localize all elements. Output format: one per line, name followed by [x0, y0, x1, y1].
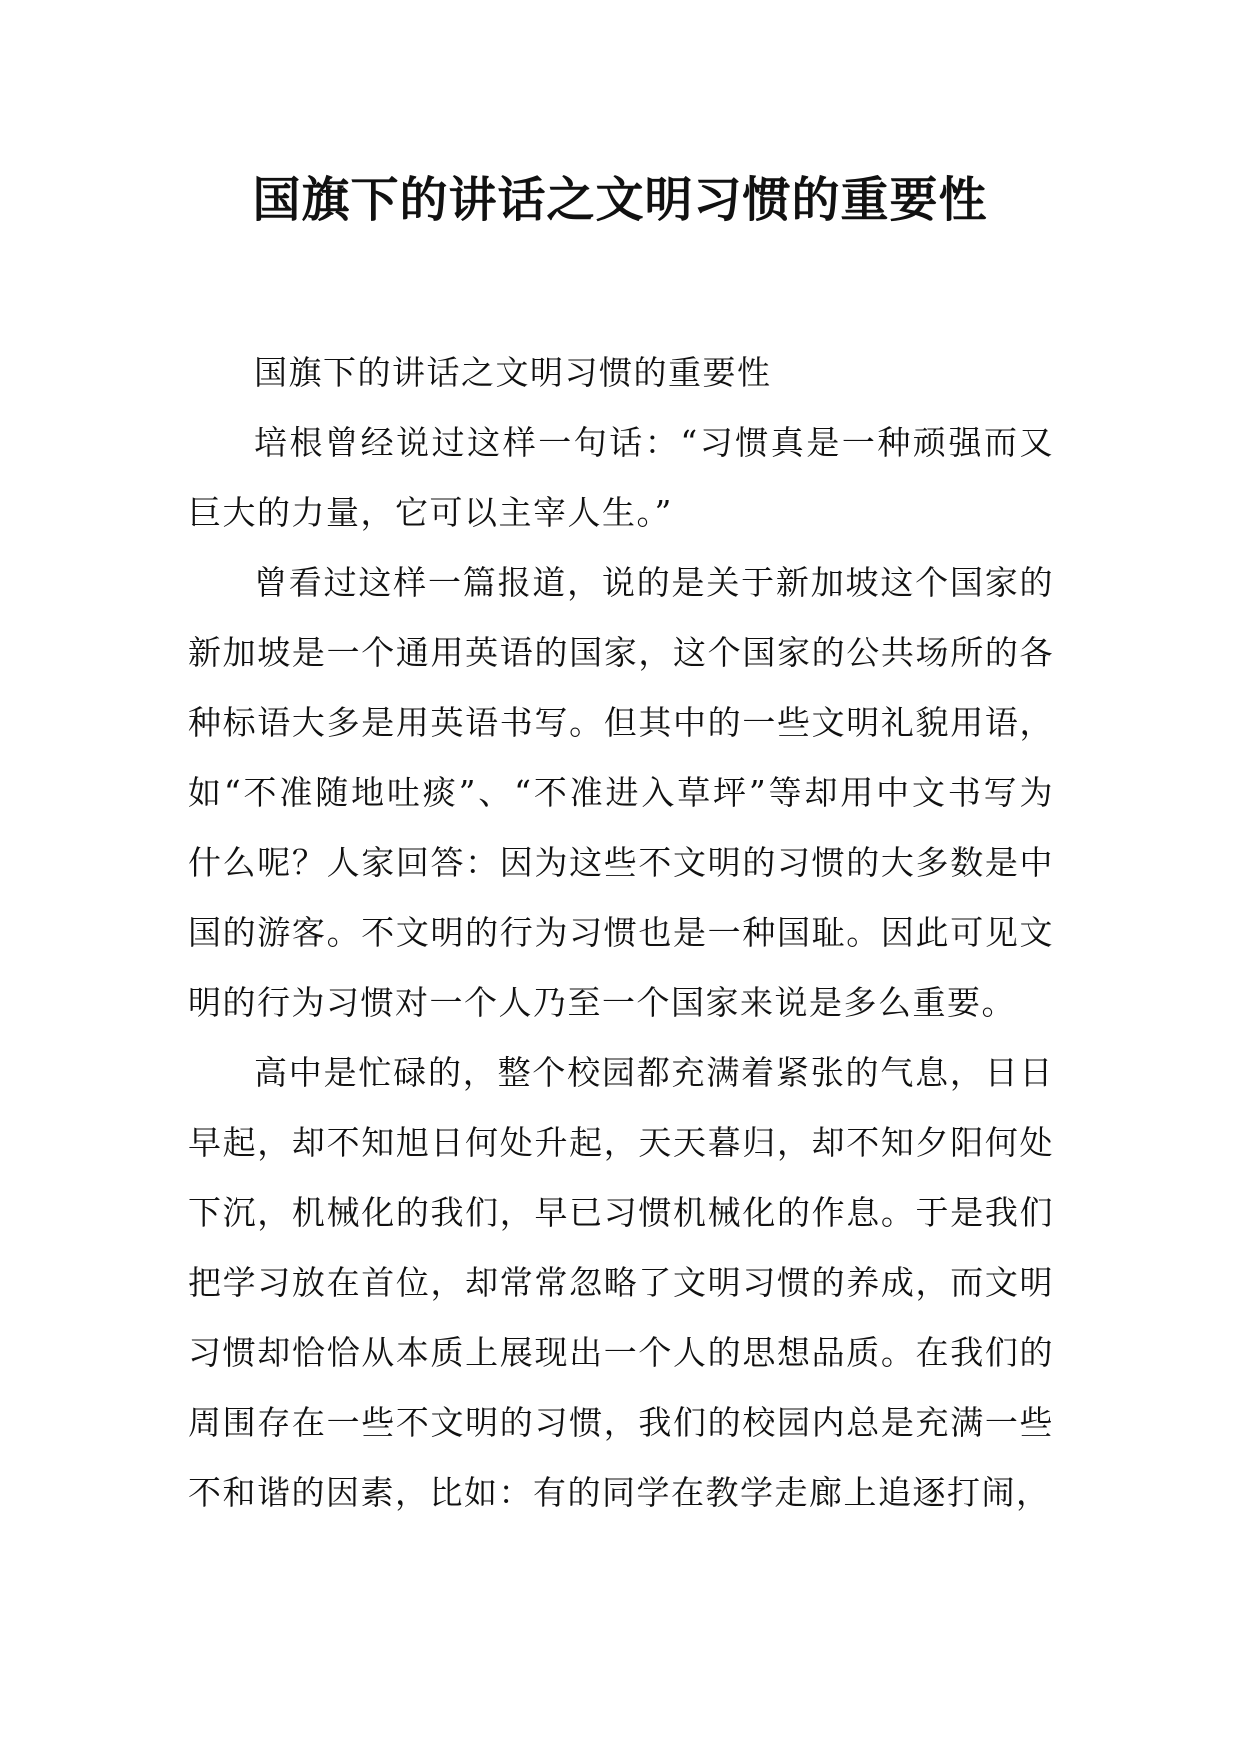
document-body — [188, 338, 1054, 1528]
paragraph-subtitle: 国旗下的讲话之文明习惯的重要性 — [254, 353, 772, 392]
document-title: 国旗下的讲话之文明习惯的重要性 — [252, 172, 988, 228]
paragraph-singapore-report: 曾看过这样一篇报道，说的是关于新加坡这个国家的新加坡是一个通用英语的国家，这个国家的公共场所的各种标语大多是用英语书写。但其中的一些文明礼貌用语，如“不准随地吐痰”、“不准进入草坪”等却用中文书写为什么呢？人家回答：因为这些不文明的习惯的大多数是中国的游客。不文明的行为习惯也是一种国耻。因此可见文明的行为习惯对一个人乃至一个国家来说是多么重要。 — [188, 563, 1054, 1022]
paragraph-bacon-quote: 培根曾经说过这样一句话：“习惯真是一种顽强而又巨大的力量，它可以主宰人生。” — [188, 423, 1054, 532]
paragraph-high-school: 高中是忙碌的，整个校园都充满着紧张的气息，日日早起，却不知旭日何处升起，天天暮归，却不知夕阳何处下沉，机械化的我们，早已习惯机械化的作息。于是我们把学习放在首位，却常常忽略了文明习惯的养成，而文明习惯却恰恰从本质上展现出一个人的思想品质。在我们的周围存在一些不文明的习惯，我们的校园内总是充满一些不和谐的因素，比如：有的同学在教学走廊上追逐打闹， — [188, 1053, 1054, 1512]
